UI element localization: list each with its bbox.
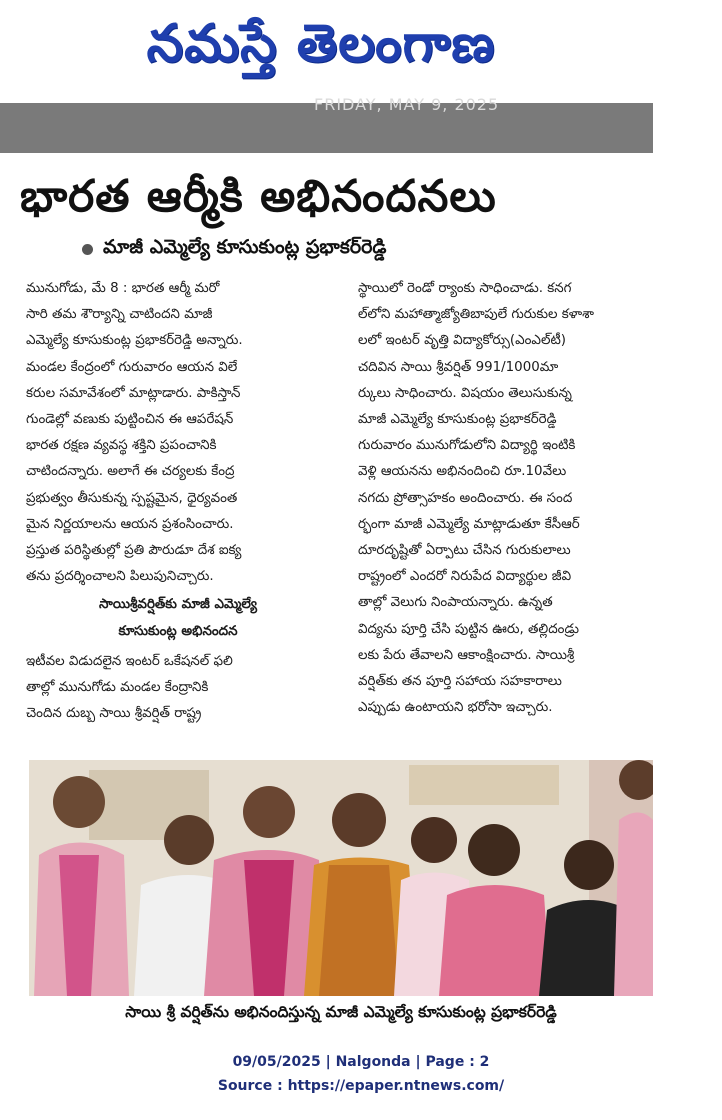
article-text-line: మండల కేంద్రంలో గురువారం ఆయన విలే [26, 359, 238, 375]
article-text-line: వెళ్లి ఆయనను అభినందించి రూ.10వేలు [358, 464, 567, 480]
article-text-line: ర్కులు సాధించారు. విషయం తెలుసుకున్న [358, 385, 572, 401]
article-text-line: సారి తమ శౌర్యాన్ని చాటిందని మాజీ [26, 307, 213, 323]
article-text-line: ప్రస్తుత పరిస్థితుల్లో ప్రతి పౌరుడూ దేశ ఐక్య [26, 543, 242, 559]
article-text-line: భారత రక్షణ వ్యవస్థ శక్తిని ప్రపంచానికి [26, 438, 217, 454]
article-text-line: ప్రభుత్వం తీసుకున్న స్పష్టమైన, ధైర్యవంత [26, 490, 238, 506]
article-text-line: ఎప్పుడు ఉంటాయని భరోసా ఇచ్చారు. [358, 700, 553, 716]
article-right-column [358, 276, 654, 721]
article-text-line: దూరదృష్టితో ఏర్పాటు చేసిన గురుకులాలు [358, 543, 571, 559]
article-text-line: మైన నిర్ణయాలను ఆయన ప్రశంసించారు. [26, 516, 234, 532]
article-text-line: చెందిన దుబ్బ సాయి శ్రీవర్షిత్ రాష్ట్ర [26, 706, 202, 722]
article-subhead-line: కూసుకుంట్ల అభినందన [118, 623, 238, 639]
photo-caption: సాయి శ్రీ వర్షిత్‌ను అభినందిస్తున్న మాజీ ఎమ్మెల్యే కూసుకుంట్ల ప్రభాకర్‌రెడ్డి [125, 1003, 557, 1021]
group-photo-illustration [29, 760, 653, 996]
article-text-line: నగదు ప్రోత్సాహకం అందించారు. ఈ సంద [358, 490, 573, 506]
article-text-line: మునుగోడు, మే 8 : భారత ఆర్మీ మరో [26, 281, 220, 296]
article-text-line: ఇటీవల విడుదలైన ఇంటర్ ఒకేషనల్ ఫలి [26, 653, 233, 669]
article-text-line: స్థాయిలో రెండో ర్యాంకు సాధించాడు. కనగ [358, 281, 572, 296]
article-text-line: కరుల సమావేశంలో మాట్లాడారు. పాకిస్తాన్ [26, 385, 241, 401]
article-text-line: వర్షిత్‌కు తన పూర్తి సహాయ సహకారాలు [358, 674, 562, 690]
article-text-line: గుండెల్లో వణుకు పుట్టించిన ఈ ఆపరేషన్ [26, 412, 234, 428]
article-text-line: ల్‌లోని మహాత్మాజ్యోతిబాపులే గురుకుల కళాశా [358, 307, 594, 323]
footer-source: Source : https://epaper.ntnews.com/ [217, 1078, 505, 1094]
newspaper-title: నమస్తే తెలంగాణ [146, 13, 496, 74]
article-text-line: తను ప్రదర్శించాలని పిలుపునిచ్చారు. [26, 569, 214, 585]
news-photo [29, 760, 653, 996]
footer-meta: 09/05/2025 | Nalgonda | Page : 2 [232, 1054, 490, 1070]
article-text-line: తాల్లో మునుగోడు మండల కేంద్రానికి [26, 680, 209, 696]
article-text-line: ర్భంగా మాజీ ఎమ్మెల్యే మాట్లాడుతూ కేసీఆర్ [358, 516, 580, 532]
article-text-line: రాష్ట్రంలో ఎందరో నిరుపేద విద్యార్థుల జీవి [358, 569, 572, 585]
article-text-line: ఎమ్మెల్యే కూసుకుంట్ల ప్రభాకర్‌రెడ్డి అన్నారు. [26, 333, 243, 349]
article-text-line: మాజీ ఎమ్మెల్యే కూసుకుంట్ల ప్రభాకర్‌రెడ్డి [358, 412, 557, 428]
article-text-line: తాల్లో వెలుగు నింపాయన్నారు. ఉన్నత [358, 595, 553, 611]
article-subhead-line: సాయిశ్రీవర్షిత్‌కు మాజీ ఎమ్మెల్యే [99, 597, 257, 613]
article-left-column [26, 276, 330, 727]
article-text-line: లకు పేరు తేవాలని ఆకాంక్షించారు. సాయిశ్రీ [358, 647, 575, 663]
article-text-line: లలో ఇంటర్ వృత్తి విద్యాకోర్సు(ఎంఎల్‌టీ) [358, 333, 567, 349]
masthead [0, 0, 722, 100]
bullet-icon [82, 244, 93, 255]
article-text-line: చదివిన సాయి శ్రీవర్షిత్ 991/1000మా [358, 359, 559, 375]
issue-date: FRIDAY, MAY 9, 2025 [314, 95, 500, 114]
article-text-line: చాటిందన్నారు. అలాగే ఈ చర్యలకు కేంద్ర [26, 464, 235, 480]
subheadline-text: మాజీ ఎమ్మెల్యే కూసుకుంట్ల ప్రభాకర్‌రెడ్డి [103, 236, 387, 258]
article-text-line: గురువారం మునుగోడులోని విద్యార్థి ఇంటికి [358, 438, 576, 454]
article-text-line: విద్యను పూర్తి చేసి పుట్టిన ఊరు, తల్లిదండ్రు [358, 621, 579, 637]
article-subheadline [82, 236, 386, 263]
date-bar [0, 95, 653, 153]
article-headline: భారత ఆర్మీకి అభినందనలు [20, 171, 497, 222]
